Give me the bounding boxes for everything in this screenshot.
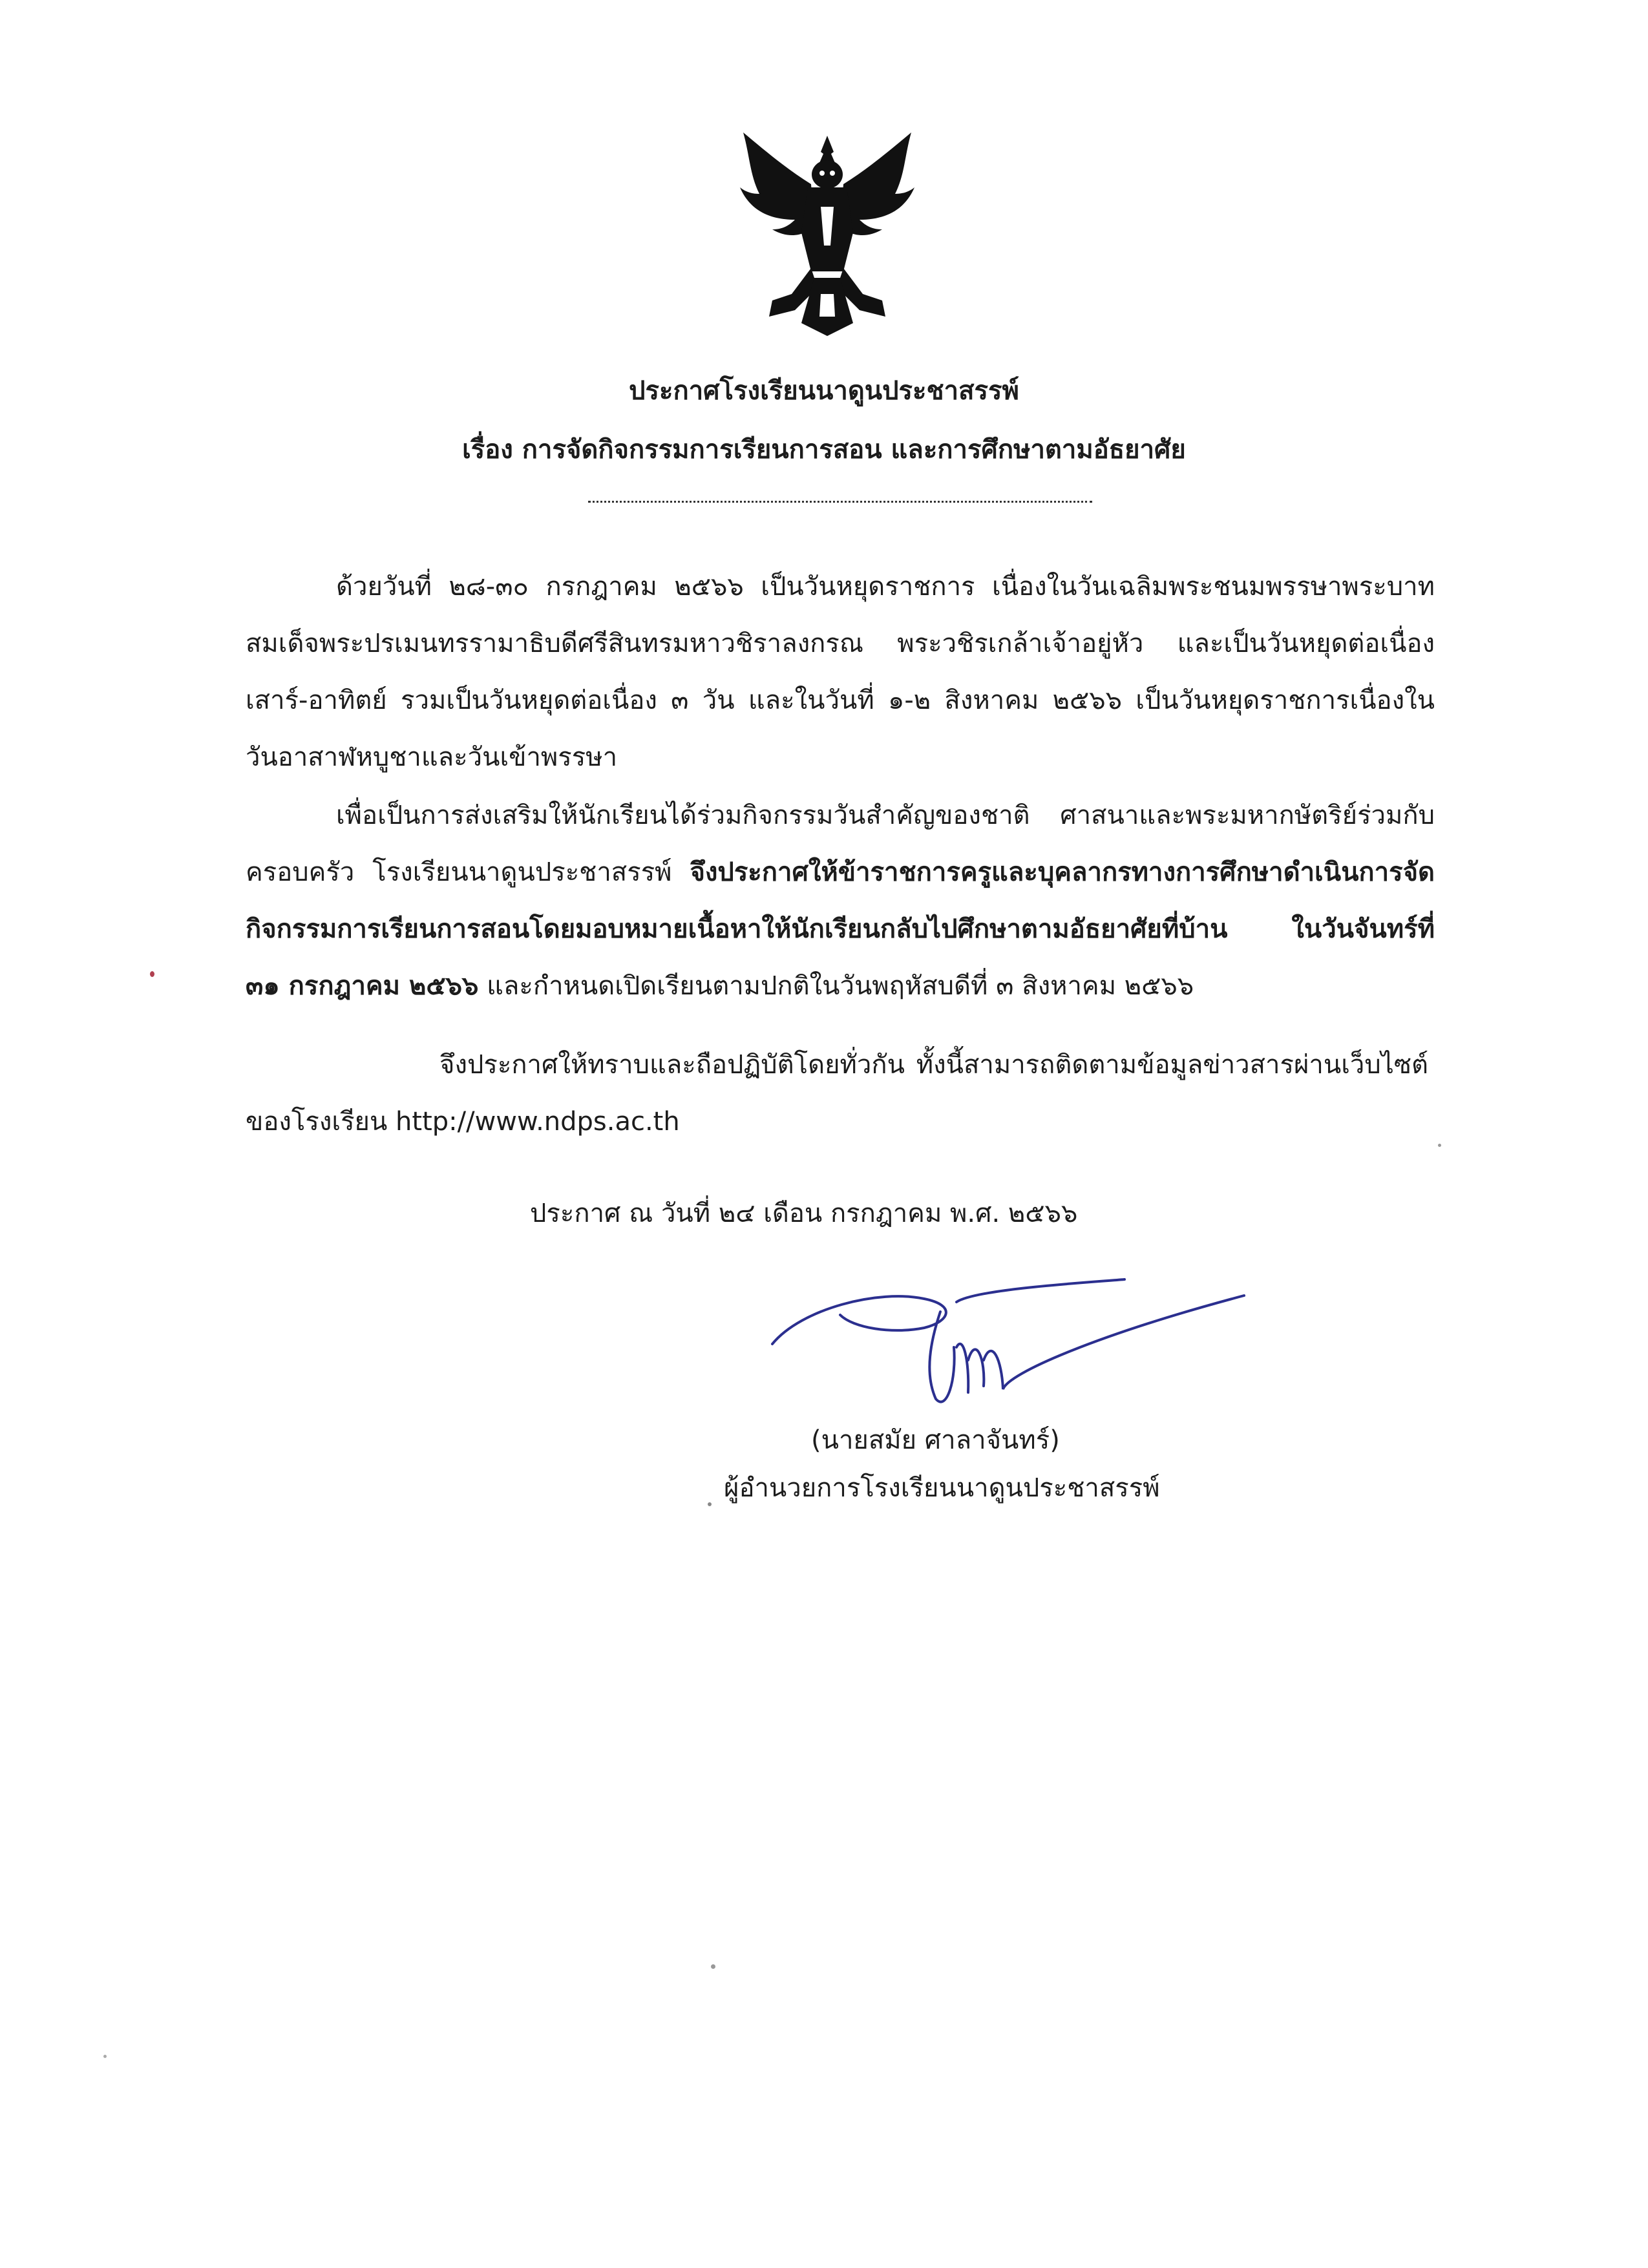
paragraph-3-line-1: จึงประกาศให้ทราบและถือปฏิบัติโดยทั่วกัน ทั้งนี้สามารถติดตามข้อมูลข่าวสารผ่านเว็บไซต์ [439, 1050, 1428, 1080]
paragraph-1-line-1: ด้วยวันที่ ๒๘-๓๐ กรกฎาคม ๒๕๖๖ เป็นวันหยุดราชการ เนื่องในวันเฉลิมพระชนมพรรษาพระบาท [336, 572, 1435, 602]
paragraph-2-line-2 [246, 859, 1435, 885]
paragraph-2-line-3: กิจกรรมการเรียนการสอนโดยมอบหมายเนื้อหาให้นักเรียนกลับไปศึกษาตามอัธยาศัยที่บ้าน ในวันจันทร์ที่ [246, 914, 1435, 944]
paragraph-3-line-2: ของโรงเรียน http://www.ndps.ac.th [246, 1107, 680, 1137]
paragraph-2-line-4-bold: ๓๑ กรกฎาคม ๒๕๖๖ [246, 971, 479, 1001]
handwritten-signature [763, 1263, 1254, 1412]
scan-speck [711, 1964, 715, 1969]
scan-speck [708, 1502, 712, 1506]
signer-name: (นายสมัย ศาลาจันทร์) [811, 1425, 1060, 1455]
scan-speck [1438, 1144, 1441, 1147]
paragraph-1-line-3: เสาร์-อาทิตย์ รวมเป็นวันหยุดต่อเนื่อง ๓ วัน และในวันที่ ๑-๒ สิงหาคม ๒๕๖๖ เป็นวันหยุดราชการเนื่องใน [246, 686, 1435, 715]
paragraph-1-line-2: สมเด็จพระปรเมนทรรามาธิบดีศรีสินทรมหาวชิราลงกรณ พระวชิรเกล้าเจ้าอยู่หัว และเป็นวันหยุดต่อเนื่อง [246, 629, 1435, 658]
garuda-emblem-icon [724, 123, 931, 342]
title-separator [588, 501, 1092, 503]
paragraph-2-line-1: เพื่อเป็นการส่งเสริมให้นักเรียนได้ร่วมกิจกรรมวันสำคัญของชาติ ศาสนาและพระมหากษัตริย์ร่วมกับ [336, 801, 1435, 830]
paragraph-2-line-4-text: และกำหนดเปิดเรียนตามปกติในวันพฤหัสบดีที่ ๓ สิงหาคม ๒๕๖๖ [478, 971, 1194, 1001]
announcement-subject: เรื่อง การจัดกิจกรรมการเรียนการสอน และการศึกษาตามอัธยาศัย [462, 435, 1186, 465]
paragraph-2-line-2-text: ครอบครัว โรงเรียนนาดูนประชาสรรพ์ [246, 857, 690, 887]
paragraph-2-line-2-bold: จึงประกาศให้ข้าราชการครูและบุคลากรทางการศึกษาดำเนินการจัด [690, 857, 1435, 887]
announcement-date: ประกาศ ณ วันที่ ๒๔ เดือน กรกฎาคม พ.ศ. ๒๕๖๖ [530, 1199, 1078, 1228]
scan-speck [150, 971, 154, 977]
scan-speck [103, 2055, 107, 2058]
announcement-issuer: ประกาศโรงเรียนนาดูนประชาสรรพ์ [629, 376, 1019, 406]
signer-position: ผู้อำนวยการโรงเรียนนาดูนประชาสรรพ์ [724, 1473, 1160, 1503]
paragraph-2-line-4 [246, 973, 1194, 999]
paragraph-1-line-4: วันอาสาฬหบูชาและวันเข้าพรรษา [246, 742, 618, 772]
